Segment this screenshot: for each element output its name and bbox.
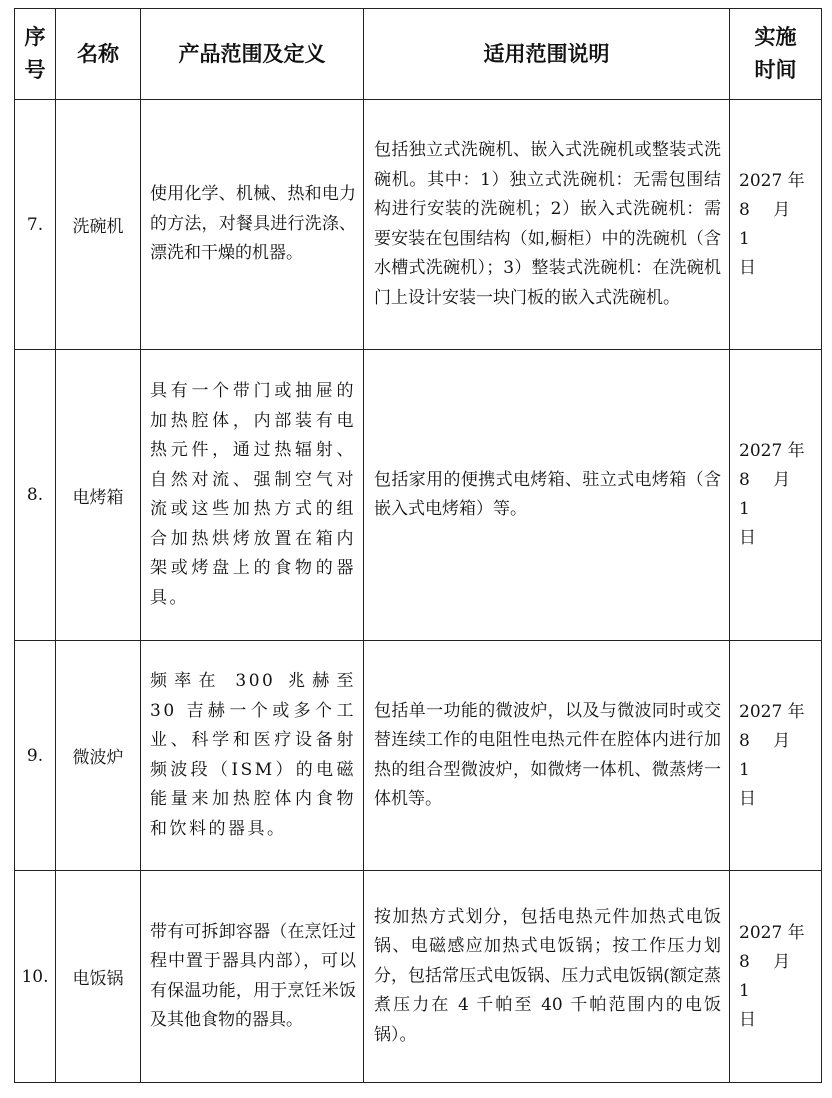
date-month: 8 月 1 [739,470,800,519]
date-year: 2027 年 [739,922,805,943]
row-date [730,350,822,641]
header-seq: 序 号 [15,9,56,100]
header-definition: 产品范围及定义 [141,9,364,100]
row-scope: 包括家用的便携式电烤箱、驻立式电烤箱（含嵌入式电烤箱）等。 [364,350,730,641]
date-month: 8 月 1 [739,951,800,1001]
table-row [15,871,822,1083]
row-scope: 包括单一功能的微波炉，以及与微波同时或交替连续工作的电阻性电热元件在腔体内进行加热的组合型微波炉，如微烤一体机、微蒸烤一体机等。 [364,641,730,871]
row-definition: 使用化学、机械、热和电力的方法，对餐具进行洗涤、漂洗和干燥的机器。 [141,100,364,350]
row-date [730,641,822,871]
header-row [15,9,822,100]
row-date [730,100,822,350]
row-definition: 频率在 300 兆赫至 30 吉赫一个或多个工业、科学和医疗设备射频波段（ISM）的电磁能量来加热腔体内食物和饮料的器具。 [141,641,364,871]
row-definition: 带有可拆卸容器（在烹饪过程中置于器具内部），可以有保温功能，用于烹饪米饭及其他食物的器具。 [141,871,364,1083]
header-name: 名称 [56,9,141,100]
row-scope: 包括独立式洗碗机、嵌入式洗碗机或整装式洗碗机。其中：1）独立式洗碗机：无需包围结构进行安装的洗碗机；2）嵌入式洗碗机：需要安装在包围结构（如,橱柜）中的洗碗机（含水槽式洗碗机）；3）整装式洗碗机：在洗碗机门上设计安装一块门板的嵌入式洗碗机。 [364,100,730,350]
row-seq: 8. [15,350,56,641]
table-row [15,641,822,871]
date-year: 2027 年 [739,701,805,722]
date-day: 日 [739,257,756,278]
date-day: 日 [739,1009,756,1030]
row-seq: 9. [15,641,56,871]
header-scope: 适用范围说明 [364,9,730,100]
date-month: 8 月 1 [739,199,800,249]
row-name: 电烤箱 [56,350,141,641]
product-scope-table [14,8,822,1083]
row-scope: 按加热方式划分，包括电热元件加热式电饭锅、电磁感应加热式电饭锅；按工作压力划分，包括常压式电饭锅、压力式电饭锅(额定蒸煮压力在 4 千帕至 40 千帕范围内的电饭锅）。 [364,871,730,1083]
header-date: 实施 时间 [730,9,822,100]
row-name: 电饭锅 [56,871,141,1083]
row-seq: 10. [15,871,56,1083]
row-name: 洗碗机 [56,100,141,350]
date-day: 日 [739,528,756,548]
row-seq: 7. [15,100,56,350]
date-year: 2027 年 [739,170,805,191]
table-row [15,100,822,350]
date-month: 8 月 1 [739,730,800,780]
table-row [15,350,822,641]
date-year: 2027 年 [739,441,805,461]
row-date [730,871,822,1083]
date-day: 日 [739,788,756,809]
row-name: 微波炉 [56,641,141,871]
row-definition: 具有一个带门或抽屉的加热腔体，内部装有电热元件，通过热辐射、自然对流、强制空气对流或这些加热方式的组合加热烘烤放置在箱内架或烤盘上的食物的器具。 [141,350,364,641]
